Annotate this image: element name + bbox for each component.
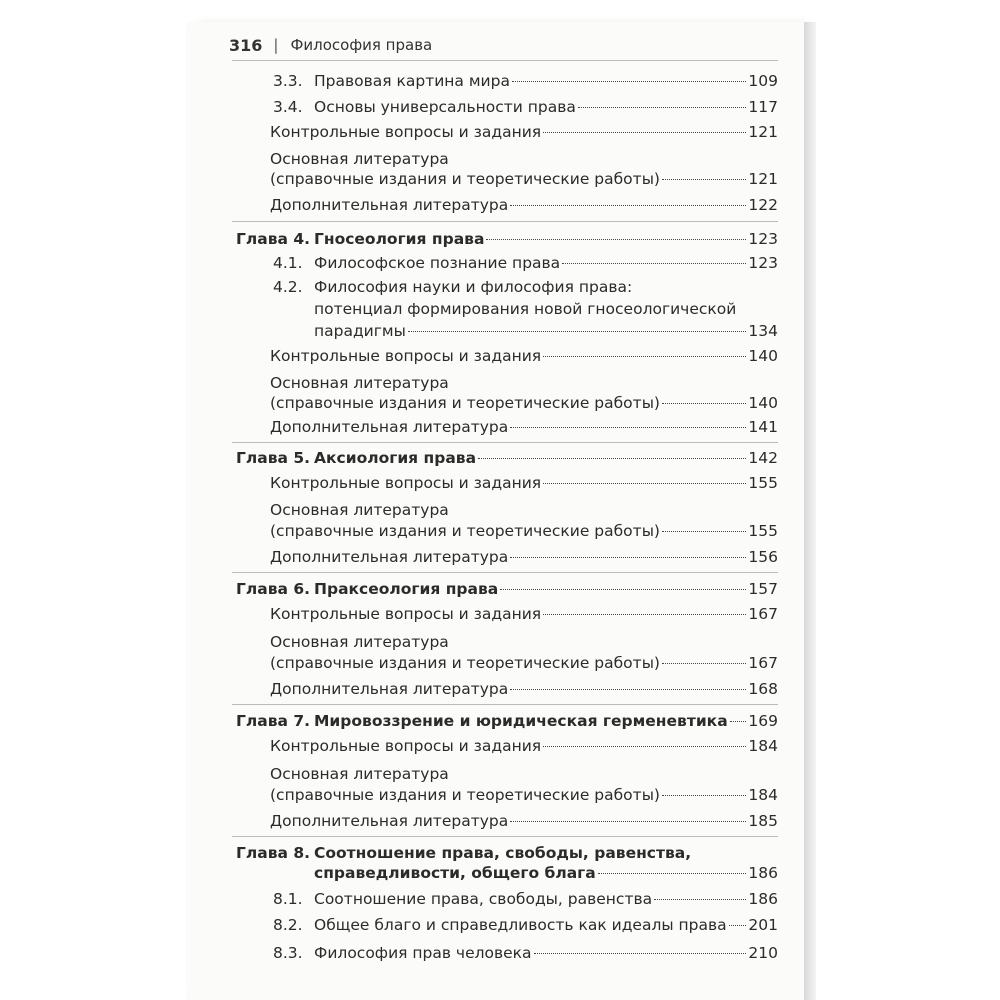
chapter-number: Глава 5. <box>236 449 311 467</box>
entry-page: 186 <box>748 864 778 882</box>
entry-title: Дополнительная литература <box>270 418 509 436</box>
toc-entry-c7-add-lit[interactable] <box>270 810 778 832</box>
entry-title: Дополнительная литература <box>270 680 509 698</box>
entry-title: (справочные издания и теоретические работы) <box>270 786 660 804</box>
entry-title: (справочные издания и теоретические работы) <box>270 522 660 540</box>
entry-page: 140 <box>748 347 778 365</box>
page-number: 316 <box>229 35 263 55</box>
entry-title: (справочные издания и теоретические работы) <box>270 394 660 412</box>
entry-title: Контрольные вопросы и задания <box>270 123 542 141</box>
toc-entry-c3-main-lit-cont[interactable] <box>270 168 778 190</box>
entry-title: Контрольные вопросы и задания <box>270 347 542 365</box>
entry-title: Контрольные вопросы и задания <box>270 737 542 755</box>
toc-entry-c3-add-lit[interactable] <box>270 194 778 216</box>
toc-entry-c6-main-lit[interactable]: Основная литература <box>270 633 449 651</box>
entry-title: Философское познание права <box>314 254 561 272</box>
toc-chapter-6[interactable] <box>314 578 778 600</box>
entry-page: 184 <box>748 786 778 804</box>
toc-entry-4-2[interactable]: Философия науки и философия права: <box>314 278 633 296</box>
entry-page: 167 <box>748 654 778 672</box>
toc-entry-c6-questions[interactable] <box>270 603 778 625</box>
entry-title: Дополнительная литература <box>270 196 509 214</box>
entry-page: 155 <box>748 522 778 540</box>
toc-entry-8-2[interactable] <box>314 914 778 936</box>
entry-page: 185 <box>748 812 778 830</box>
toc-chapter-8[interactable]: Соотношение права, свободы, равенства, <box>314 844 692 862</box>
chapter-rule <box>232 704 778 705</box>
toc-entry-8-1[interactable] <box>314 888 778 910</box>
entry-page: 123 <box>748 230 778 248</box>
entry-page: 140 <box>748 394 778 412</box>
toc-entry-c7-main-lit[interactable]: Основная литература <box>270 765 449 783</box>
chapter-rule <box>232 572 778 573</box>
chapter-title: Аксиология права <box>314 449 477 467</box>
entry-page: 134 <box>748 322 778 340</box>
entry-page: 122 <box>748 196 778 214</box>
toc-entry-c6-add-lit[interactable] <box>270 678 778 700</box>
chapter-number: Глава 8. <box>236 844 311 862</box>
toc-entry-8-3[interactable] <box>314 942 778 964</box>
toc-chapter-4[interactable] <box>314 228 778 250</box>
entry-page: 186 <box>748 890 778 908</box>
entry-page: 121 <box>748 123 778 141</box>
toc-entry-3-3[interactable] <box>314 70 778 92</box>
entry-page: 168 <box>748 680 778 698</box>
toc-entry-c7-main-lit-cont[interactable] <box>270 784 778 806</box>
entry-page: 156 <box>748 548 778 566</box>
entry-page: 141 <box>748 418 778 436</box>
book-title: Философия права <box>290 36 433 54</box>
section-number: 3.3. <box>273 72 303 90</box>
chapter-title: Гносеология права <box>314 230 485 248</box>
chapter-title: справедливости, общего блага <box>314 864 596 882</box>
section-number: 8.3. <box>273 944 303 962</box>
chapter-rule <box>232 836 778 837</box>
toc-entry-c4-main-lit[interactable]: Основная литература <box>270 374 449 392</box>
chapter-rule <box>232 442 778 443</box>
chapter-number: Глава 4. <box>236 230 311 248</box>
entry-title: Контрольные вопросы и задания <box>270 474 542 492</box>
header-separator: | <box>273 36 279 54</box>
entry-page: 123 <box>748 254 778 272</box>
entry-title: (справочные издания и теоретические работы) <box>270 170 660 188</box>
entry-title: Правовая картина мира <box>314 72 510 90</box>
toc-entry-4-2-cont[interactable]: потенциал формирования новой гносеологической <box>314 300 737 318</box>
chapter-number: Глава 6. <box>236 580 311 598</box>
section-number: 8.2. <box>273 916 303 934</box>
toc-entry-3-4[interactable] <box>314 96 778 118</box>
chapter-rule <box>232 221 778 222</box>
toc-entry-c4-questions[interactable] <box>270 345 778 367</box>
entry-page: 155 <box>748 474 778 492</box>
entry-title: парадигмы <box>314 322 406 340</box>
toc-entry-4-2-end[interactable] <box>314 320 778 342</box>
toc-entry-c4-add-lit[interactable] <box>270 416 778 438</box>
entry-title: Дополнительная литература <box>270 548 509 566</box>
section-number: 8.1. <box>273 890 303 908</box>
toc-entry-c6-main-lit-cont[interactable] <box>270 652 778 674</box>
entry-page: 184 <box>748 737 778 755</box>
toc-entry-c5-main-lit-cont[interactable] <box>270 520 778 542</box>
chapter-title: Праксеология права <box>314 580 499 598</box>
entry-page: 167 <box>748 605 778 623</box>
entry-title: Общее благо и справедливость как идеалы права <box>314 916 727 934</box>
toc-entry-c3-questions[interactable] <box>270 121 778 143</box>
toc-entry-c7-questions[interactable] <box>270 735 778 757</box>
section-number: 3.4. <box>273 98 303 116</box>
section-number: 4.2. <box>273 278 303 296</box>
toc-chapter-5[interactable] <box>314 447 778 469</box>
toc-entry-c3-main-lit[interactable]: Основная литература <box>270 150 449 168</box>
chapter-title: Мировоззрение и юридическая герменевтика <box>314 712 728 730</box>
section-number: 4.1. <box>273 254 303 272</box>
entry-title: Дополнительная литература <box>270 812 509 830</box>
entry-page: 117 <box>748 98 778 116</box>
entry-page: 142 <box>748 449 778 467</box>
entry-title: Контрольные вопросы и задания <box>270 605 542 623</box>
entry-page: 157 <box>748 580 778 598</box>
entry-page: 121 <box>748 170 778 188</box>
toc-entry-c5-add-lit[interactable] <box>270 546 778 568</box>
toc-entry-c5-questions[interactable] <box>270 472 778 494</box>
entry-page: 109 <box>748 72 778 90</box>
entry-page: 169 <box>748 712 778 730</box>
toc-entry-c5-main-lit[interactable]: Основная литература <box>270 501 449 519</box>
toc-chapter-8-cont[interactable] <box>314 862 778 884</box>
toc-entry-c4-main-lit-cont[interactable] <box>270 392 778 414</box>
toc-chapter-7[interactable] <box>314 710 778 732</box>
entry-page: 201 <box>748 916 778 934</box>
toc-entry-4-1[interactable] <box>314 252 778 274</box>
entry-title: (справочные издания и теоретические работы) <box>270 654 660 672</box>
entry-title: Основы универсальности права <box>314 98 576 116</box>
entry-title: Философия прав человека <box>314 944 532 962</box>
chapter-number: Глава 7. <box>236 712 311 730</box>
entry-page: 210 <box>748 944 778 962</box>
entry-title: Соотношение права, свободы, равенства <box>314 890 653 908</box>
